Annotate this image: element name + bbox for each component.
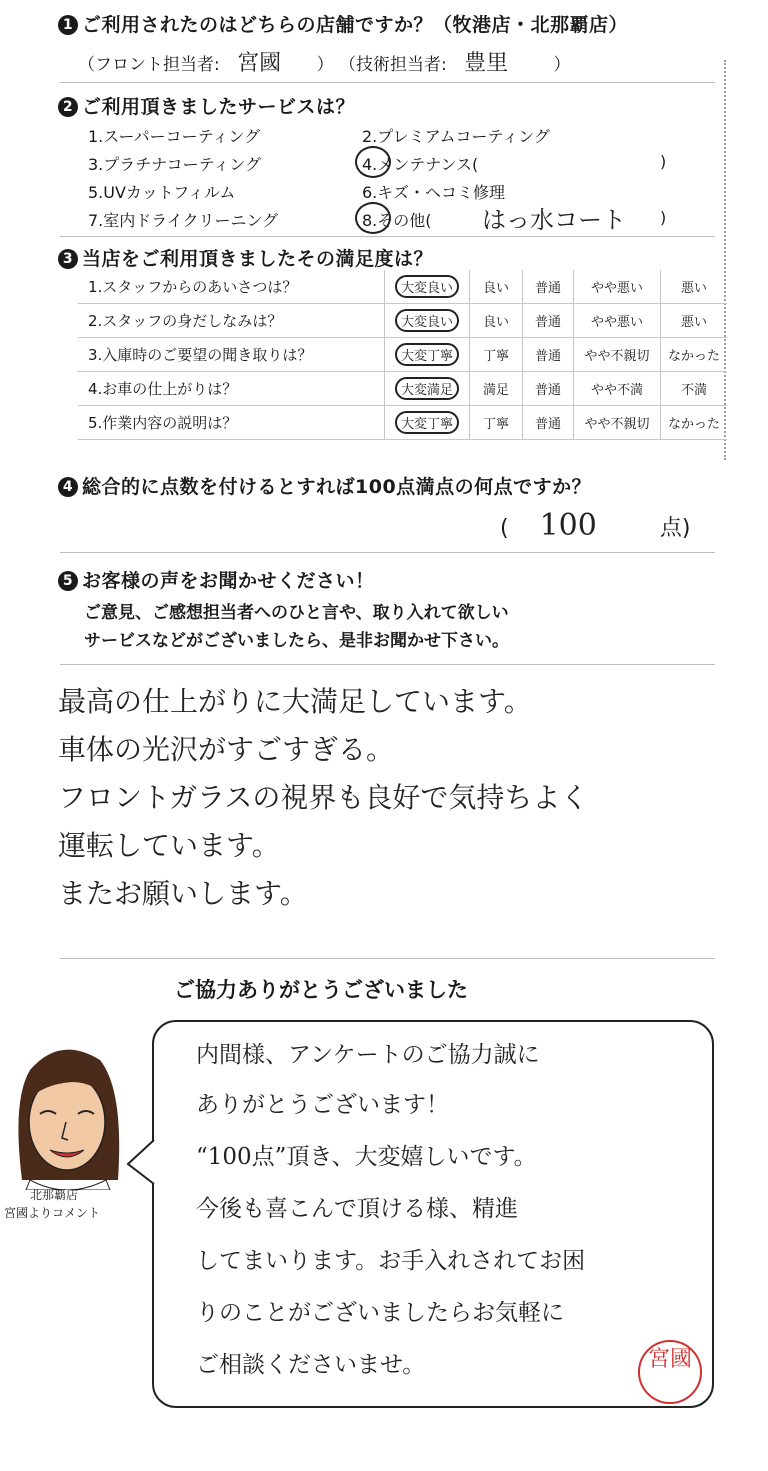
reply-line-2: ありがとうございます！ [196,1092,449,1118]
selection-circle-8 [355,202,391,234]
staff-caption-comment: 宮國よりコメント [4,1206,101,1220]
feedback-line-4: 運転しています。 [58,829,280,862]
service-4-close-paren: ) [660,152,667,171]
reply-line-7: ご相談くださいませ。 [196,1352,426,1378]
satisfaction-option [574,406,661,440]
option-label: やや不満 [590,383,643,398]
selected-option-label: 大変満足 [395,377,459,400]
satisfaction-question: 1.スタッフからのあいさつは？ [78,270,385,304]
q3-question [58,244,433,271]
q3-text: 当店をご利用頂きましたその満足度は？ [82,248,434,270]
divider-4 [60,664,715,665]
front-staff-label: （フロント担当者: [78,55,220,75]
q4-question [58,472,591,499]
score-unit: 点) [659,516,691,541]
satisfaction-option [385,338,470,372]
satisfaction-row [78,270,727,304]
service-8-close-paren: ) [660,208,667,227]
satisfaction-option [523,406,574,440]
service-option-2: 2.プレミアムコーティング [362,127,550,146]
feedback-line-3: フロントガラスの視界も良好で気持ちよく [58,781,589,814]
q1-question [58,10,628,37]
service-other-value: はっ水コート [482,206,626,234]
satisfaction-option [470,304,523,338]
q4-number: 4 [58,477,78,497]
option-label: なかった [667,417,720,432]
satisfaction-row [78,406,727,440]
service-option-6: 6.キズ・ヘコミ修理 [362,183,505,202]
option-label: 満足 [482,383,509,398]
score-row [500,508,690,543]
satisfaction-option [470,338,523,372]
satisfaction-option [574,338,661,372]
service-option-7: 7.室内ドライクリーニング [88,211,279,230]
divider-3 [60,552,715,553]
satisfaction-row [78,304,727,338]
q5-sub-2: サービスなどがございましたら、是非お聞かせ下さい。 [84,631,509,651]
option-label: 普通 [534,315,561,330]
staff-avatar [0,1030,140,1190]
satisfaction-option [470,270,523,304]
selected-option-label: 大変良い [395,309,459,332]
satisfaction-question: 5.作業内容の説明は？ [78,406,385,440]
option-label: やや悪い [590,281,643,296]
service-option-1: 1.スーパーコーティング [88,127,261,146]
satisfaction-option [523,338,574,372]
satisfaction-option [574,270,661,304]
option-label: 普通 [534,349,561,364]
feedback-line-5: またお願いします。 [58,877,308,910]
q2-question [58,92,355,119]
bubble-tail [126,1138,156,1188]
divider-2 [60,236,715,237]
satisfaction-option [385,372,470,406]
staff-caption-store: 北那覇店 [30,1188,79,1202]
satisfaction-option [385,270,470,304]
option-label: 悪い [680,315,707,330]
tech-staff-close: ） [553,55,571,75]
satisfaction-row [78,338,727,372]
satisfaction-row [78,372,727,406]
q5-question [58,566,375,593]
satisfaction-option [523,304,574,338]
satisfaction-option [661,406,728,440]
reply-line-1: 内間様、アンケートのご協力誠に [196,1042,540,1068]
q2-number: 2 [58,97,78,117]
satisfaction-question: 4.お車の仕上がりは？ [78,372,385,406]
q1-staff-row [78,46,571,77]
option-label: やや不親切 [584,417,650,432]
selected-option-label: 大変良い [395,275,459,298]
score-value: 100 [539,508,597,543]
q4-text: 総合的に点数を付けるとすれば100点満点の何点ですか？ [82,476,592,498]
divider-5 [60,958,715,959]
option-label: 良い [482,281,509,296]
service-option-3: 3.プラチナコーティング [88,155,262,174]
divider-1 [60,82,715,83]
q2-text: ご利用頂きましたサービスは？ [82,96,356,118]
feedback-line-1: 最高の仕上がりに大満足しています。 [58,685,532,718]
option-label: 丁寧 [482,349,509,364]
selection-circle-4 [355,146,391,178]
option-label: なかった [667,349,720,364]
q1-text: ご利用されたのはどちらの店舗ですか？（牧港店・北那覇店） [82,14,629,36]
option-label: 不満 [680,383,707,398]
satisfaction-option [523,372,574,406]
option-label: 丁寧 [482,417,509,432]
name-stamp: 宮國 [638,1340,702,1404]
option-label: 普通 [534,383,561,398]
satisfaction-option [574,372,661,406]
satisfaction-option [661,304,728,338]
option-label: 普通 [534,281,561,296]
selected-option-label: 大変丁寧 [395,343,459,366]
q3-number: 3 [58,249,78,269]
satisfaction-option [470,372,523,406]
reply-line-4: 今後も喜こんで頂ける様、精進 [196,1196,518,1222]
score-open-paren: ( [500,516,509,541]
option-label: 良い [482,315,509,330]
satisfaction-question: 3.入庫時のご要望の聞き取りは？ [78,338,385,372]
satisfaction-option [661,372,728,406]
reply-line-6: りのことがございましたらお気軽に [196,1300,564,1326]
satisfaction-option [385,406,470,440]
satisfaction-option [574,304,661,338]
option-label: 悪い [680,281,707,296]
service-option-4: 4.メンテナンス( [362,155,479,174]
service-option-8: 8.その他( [362,211,432,230]
q5-number: 5 [58,571,78,591]
option-label: やや悪い [590,315,643,330]
option-label: 普通 [534,417,561,432]
thanks-heading: ご協力ありがとうございました [174,978,468,1002]
satisfaction-option [661,338,728,372]
reply-line-5: してまいります。お手入れされてお困 [196,1248,586,1274]
feedback-line-2: 車体の光沢がすごすぎる。 [58,733,395,766]
reply-line-3: “100点”頂き、大変嬉しいです。 [196,1144,537,1170]
front-staff-close: ） [316,55,334,75]
service-option-5: 5.UVカットフィルム [88,183,236,202]
selected-option-label: 大変丁寧 [395,411,459,434]
q5-sub-1: ご意見、ご感想担当者へのひと言や、取り入れて欲しい [84,603,509,623]
satisfaction-option [385,304,470,338]
satisfaction-table [78,270,727,440]
satisfaction-question: 2.スタッフの身だしなみは？ [78,304,385,338]
satisfaction-option [661,270,728,304]
satisfaction-option [470,406,523,440]
q5-text: お客様の声をお聞かせください！ [82,570,375,592]
q1-number: 1 [58,15,78,35]
front-staff-value: 宮國 [237,51,282,76]
satisfaction-option [523,270,574,304]
option-label: やや不親切 [584,349,650,364]
tech-staff-value: 豊里 [464,51,509,76]
tech-staff-label: （技術担当者: [338,55,447,75]
